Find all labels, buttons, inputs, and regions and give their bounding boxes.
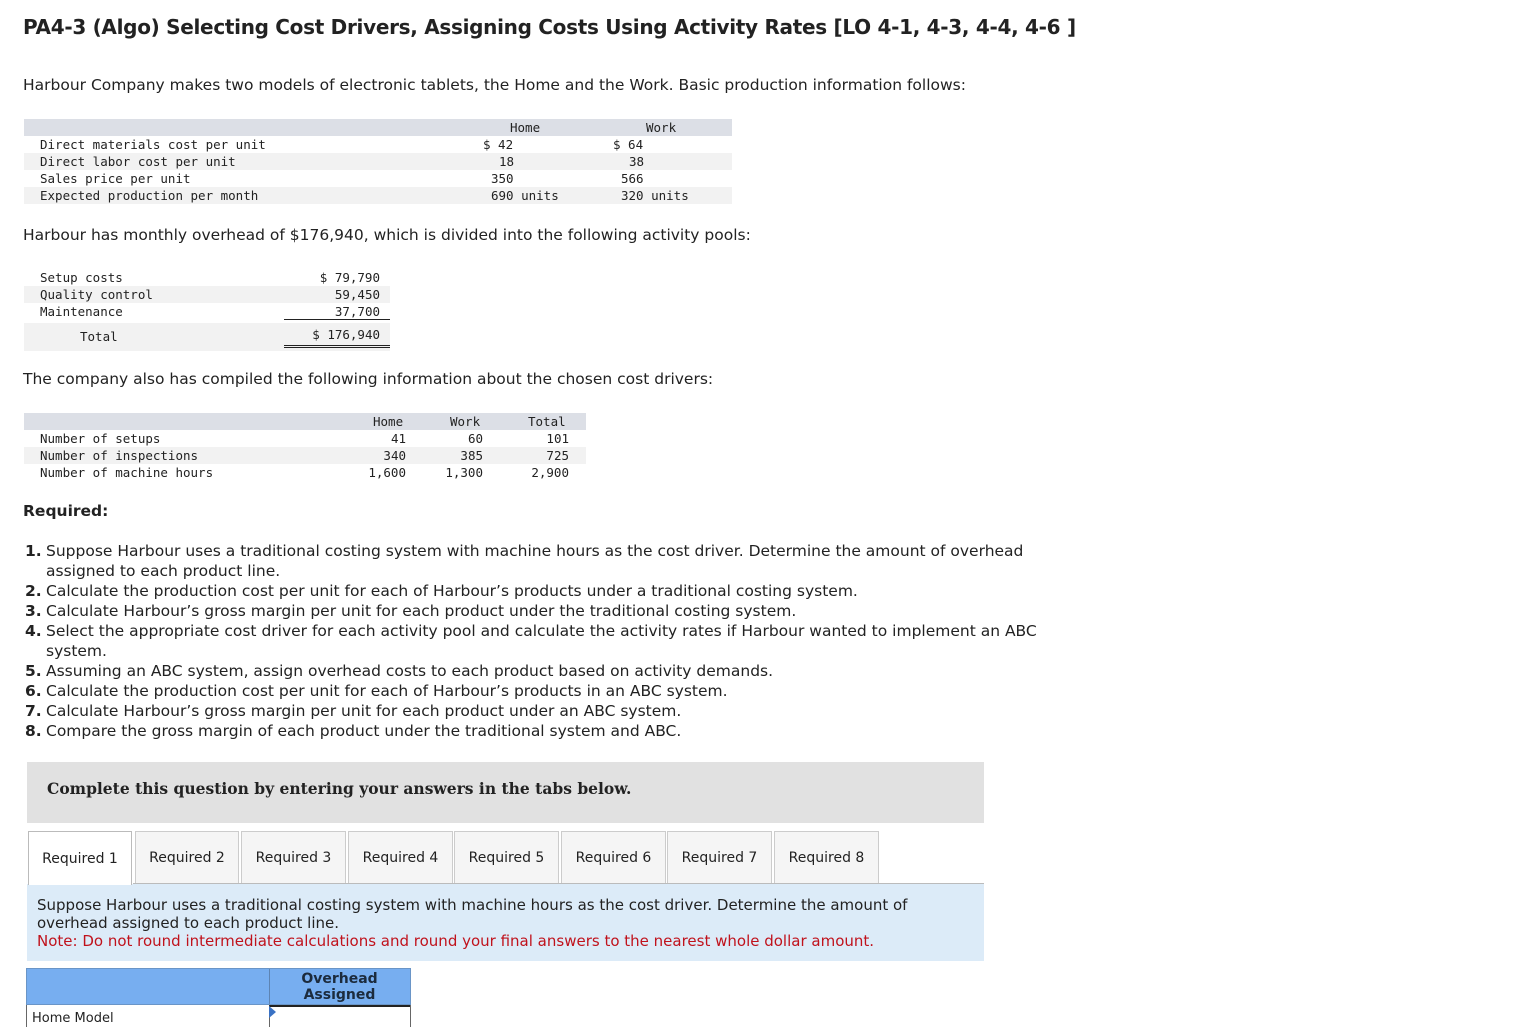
requirement-text: Calculate Harbour’s gross margin per unit for each product under the traditional costing system. <box>46 602 797 620</box>
tab-required-2[interactable]: Required 2 <box>135 831 239 883</box>
overhead-row-label: Quality control <box>40 287 153 302</box>
required-tabs <box>28 831 984 884</box>
overhead-table <box>24 269 390 351</box>
tab-required-5[interactable]: Required 5 <box>454 831 559 883</box>
overhead-row <box>24 286 390 303</box>
overhead-total-label: Total <box>80 329 118 344</box>
requirement-item <box>25 541 1055 581</box>
overhead-total-amount: $ 176,940 <box>312 327 380 342</box>
requirement-item <box>25 621 1055 661</box>
overhead-row-label: Maintenance <box>40 304 123 319</box>
page-title: PA4-3 (Algo) Selecting Cost Drivers, Assigning Costs Using Activity Rates [LO 4-1, 4-3, 4-4, 4-6 ] <box>23 15 1076 39</box>
drivers-row-label: Number of setups <box>40 431 161 446</box>
tab-required-3[interactable]: Required 3 <box>241 831 346 883</box>
requirement-item <box>25 721 1055 741</box>
production-row-label: Direct materials cost per unit <box>40 137 266 152</box>
tab-instructions <box>27 884 984 961</box>
required-heading: Required: <box>23 502 109 520</box>
requirement-text: Calculate the production cost per unit for each of Harbour’s products in an ABC system. <box>46 682 728 700</box>
overhead-row-amount: 37,700 <box>334 304 380 319</box>
requirement-item <box>25 601 1055 621</box>
tab-required-6[interactable]: Required 6 <box>561 831 666 883</box>
production-row <box>24 136 732 153</box>
subtotal-rule <box>284 319 390 320</box>
overhead-intro-text: Harbour has monthly overhead of $176,940, which is divided into the following activity pools: <box>23 226 751 244</box>
requirement-number: 7. <box>25 702 42 720</box>
complete-prompt-text: Complete this question by entering your answers in the tabs below. <box>47 779 632 798</box>
drivers-row-label: Number of inspections <box>40 448 199 463</box>
drivers-home-value: 340 <box>383 448 406 463</box>
drivers-row <box>24 430 586 447</box>
drivers-header-work: Work <box>450 414 481 429</box>
drivers-work-value: 1,300 <box>445 465 483 480</box>
requirement-item <box>25 681 1055 701</box>
drivers-row <box>24 447 586 464</box>
drivers-row-label: Number of machine hours <box>40 465 214 480</box>
production-home-value: 18 <box>499 154 515 169</box>
production-work-value: 566 <box>621 171 644 186</box>
answer-table-header <box>26 968 411 1005</box>
drivers-row <box>24 464 586 481</box>
requirement-number: 2. <box>25 582 42 600</box>
requirement-number: 5. <box>25 662 42 680</box>
requirements-list <box>25 541 1055 741</box>
production-row <box>24 153 732 170</box>
drivers-header-home: Home <box>373 414 404 429</box>
production-home-value: $ 42 <box>483 137 514 152</box>
drivers-total-value: 101 <box>546 431 569 446</box>
production-table <box>24 119 732 204</box>
intro-text: Harbour Company makes two models of electronic tablets, the Home and the Work. Basic production information follows: <box>23 76 966 94</box>
tab-required-7[interactable]: Required 7 <box>667 831 772 883</box>
input-marker-icon <box>269 1006 276 1018</box>
requirement-text: Calculate Harbour’s gross margin per unit for each product under an ABC system. <box>46 702 682 720</box>
instruction-text: Suppose Harbour uses a traditional costing system with machine hours as the cost driver. Determine the amount of overhead assigned to each product line. <box>37 896 908 932</box>
requirement-number: 6. <box>25 682 42 700</box>
requirement-text: Select the appropriate cost driver for each activity pool and calculate the activity rates if Harbour wanted to implement an ABC system. <box>46 622 1037 660</box>
requirement-number: 8. <box>25 722 42 740</box>
production-row-label: Expected production per month <box>40 188 259 203</box>
requirement-text: Suppose Harbour uses a traditional costing system with machine hours as the cost driver. Determine the amount of overhead assigned to each product line. <box>46 542 1024 580</box>
overhead-assigned-header: Overhead Assigned <box>301 971 378 1003</box>
tab-required-8[interactable]: Required 8 <box>774 831 879 883</box>
answer-row-home <box>26 1005 411 1027</box>
drivers-intro-text: The company also has compiled the following information about the chosen cost drivers: <box>23 370 714 388</box>
requirement-item <box>25 701 1055 721</box>
answer-row-label: Home Model <box>32 1011 114 1026</box>
production-work-value: 38 <box>629 154 645 169</box>
drivers-work-value: 385 <box>460 448 483 463</box>
total-double-rule-top <box>284 345 390 346</box>
requirement-number: 4. <box>25 622 42 640</box>
production-home-value: 690 units <box>491 188 559 203</box>
drivers-home-value: 1,600 <box>368 465 406 480</box>
overhead-row-amount: 59,450 <box>334 287 380 302</box>
note-text: Note: Do not round intermediate calculations and round your final answers to the nearest whole dollar amount. <box>37 932 875 950</box>
tab-required-4[interactable]: Required 4 <box>348 831 453 883</box>
production-work-value: $ 64 <box>613 137 644 152</box>
drivers-header-row <box>24 413 586 430</box>
production-work-value: 320 units <box>621 188 689 203</box>
production-row-label: Direct labor cost per unit <box>40 154 236 169</box>
production-header-home: Home <box>510 120 541 135</box>
requirement-text: Compare the gross margin of each product under the traditional system and ABC. <box>46 722 682 740</box>
overhead-row <box>24 269 390 286</box>
production-header-row <box>24 119 732 136</box>
requirement-number: 3. <box>25 602 42 620</box>
production-header-work: Work <box>646 120 677 135</box>
overhead-row <box>24 303 390 320</box>
production-row <box>24 187 732 204</box>
requirement-item <box>25 581 1055 601</box>
drivers-work-value: 60 <box>467 431 483 446</box>
overhead-row-amount: $ 79,790 <box>319 270 380 285</box>
requirement-number: 1. <box>25 542 42 560</box>
requirement-text: Assuming an ABC system, assign overhead costs to each product based on activity demands. <box>46 662 774 680</box>
tab-required-1[interactable]: Required 1 <box>28 831 132 885</box>
drivers-total-value: 2,900 <box>531 465 569 480</box>
production-row-label: Sales price per unit <box>40 171 191 186</box>
requirement-item <box>25 661 1055 681</box>
drivers-header-total: Total <box>528 414 566 429</box>
production-row <box>24 170 732 187</box>
production-home-value: 350 <box>491 171 514 186</box>
drivers-total-value: 725 <box>546 448 569 463</box>
total-double-rule-bottom <box>284 347 390 348</box>
complete-prompt-box <box>27 762 984 823</box>
overhead-row-label: Setup costs <box>40 270 123 285</box>
drivers-table <box>24 413 586 481</box>
requirement-text: Calculate the production cost per unit for each of Harbour’s products under a traditional costing system. <box>46 582 858 600</box>
home-overhead-input[interactable] <box>269 1005 410 1027</box>
drivers-home-value: 41 <box>390 431 406 446</box>
